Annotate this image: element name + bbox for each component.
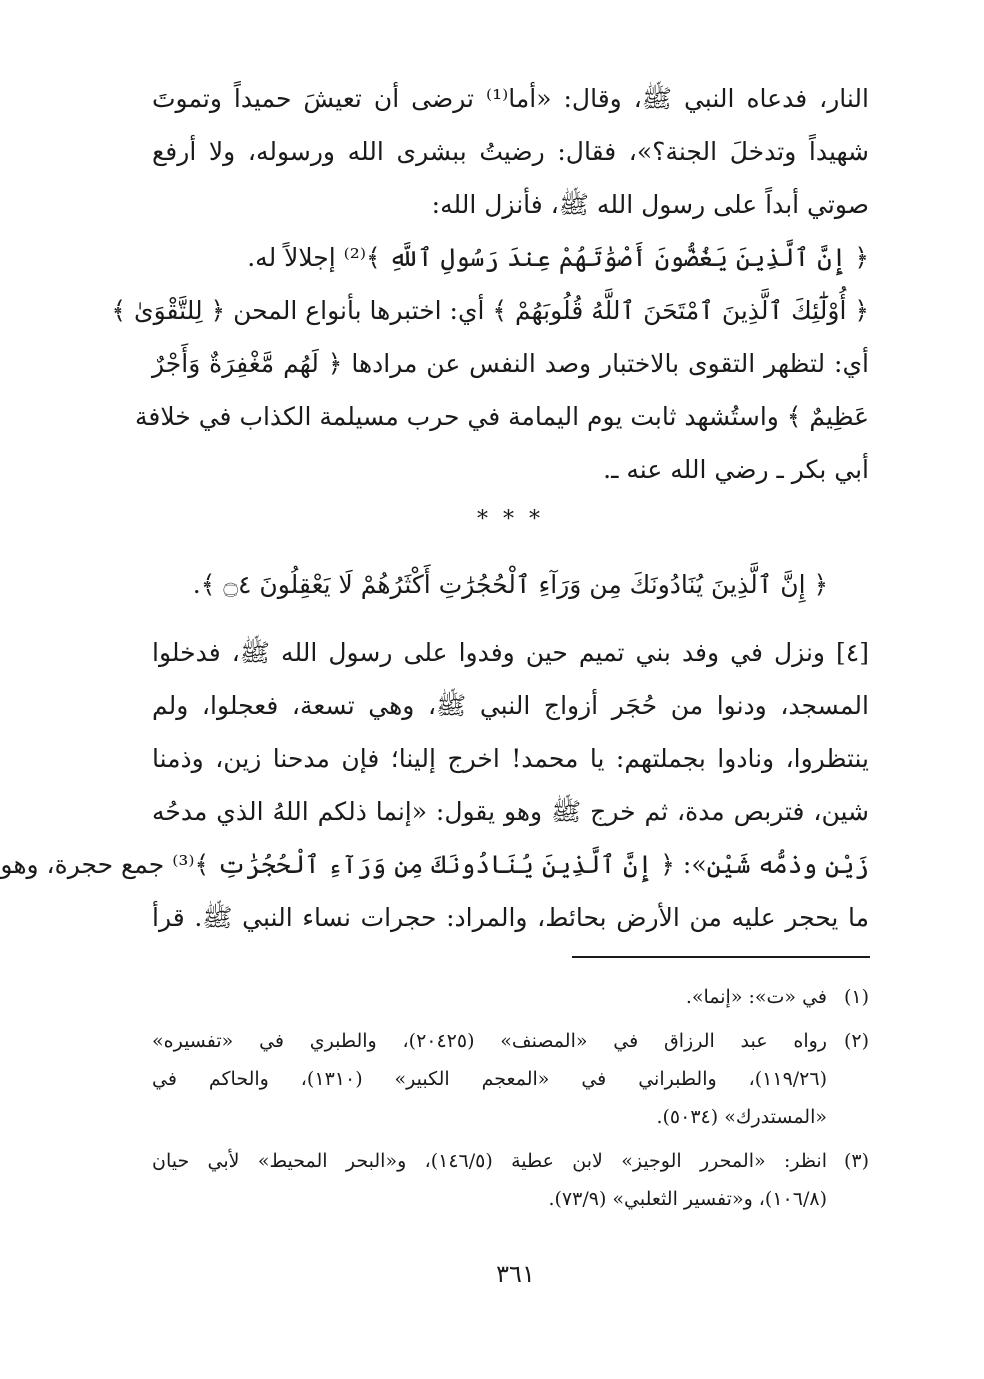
footnote-3 xyxy=(152,1142,869,1218)
paragraph-line: النار، فدعاه النبي ﷺ، وقال: «أما⁽¹⁾ ترضى أن تعيشَ حميداً وتموتَ xyxy=(152,84,869,113)
footnote-divider xyxy=(572,956,870,958)
footnote-1 xyxy=(152,978,869,1016)
paragraph-line: أبي بكر ـ رضي الله عنه ـ. xyxy=(603,455,869,484)
paragraph-2 xyxy=(0,626,869,944)
footnote-line: (١١٩/٢٦)، والطبراني في «المعجم الكبير» (١٣١٠)، والحاكم في xyxy=(152,1068,828,1090)
page-number: ٣٦١ xyxy=(496,1260,535,1288)
footnote-number: (٢) xyxy=(843,1030,869,1052)
footnote-number: (١) xyxy=(843,986,869,1008)
paragraph-line: شهيداً وتدخلَ الجنة؟»، فقال: رضيتُ ببشرى الله ورسوله، ولا أرفع xyxy=(152,137,869,166)
footnote-line: (١٠٦/٨)، و«تفسير الثعلبي» (٧٣/٩). xyxy=(548,1188,827,1210)
footnote-line: رواه عبد الرزاق في «المصنف» (٢٠٤٢٥)، والطبري في «تفسيره» xyxy=(152,1030,827,1052)
footnote-line: في «ت»: «إنما». xyxy=(685,986,827,1008)
paragraph-1 xyxy=(111,72,869,496)
footnote-2 xyxy=(152,1022,869,1136)
verse-heading: ﴿ إِنَّ ٱلَّذِينَ يُنَادُونَكَ مِن وَرَآءِ ٱلْحُجُرَٰتِ أَكْثَرُهُمْ لَا يَعْقِلُونَ ۝٤ ﴾. xyxy=(192,570,829,599)
section-separator: * * * xyxy=(477,507,544,532)
paragraph-line: [٤] ونزل في وفد بني تميم حين وفدوا على رسول الله ﷺ، فدخلوا xyxy=(152,638,869,667)
paragraph-line: عَظِيمٌ ﴾ واستُشهد ثابت يوم اليمامة في حرب مسيلمة الكذاب في خلافة xyxy=(135,402,869,431)
verse-line: ﴿ إِنَّ ٱلَّذِينَ يَغُضُّونَ أَصْوَٰتَهُمْ عِندَ رَسُولِ ٱللَّهِ ﴾⁽²⁾ إجلالاً له. xyxy=(247,243,869,272)
footnote-number: (٣) xyxy=(843,1150,869,1172)
paragraph-line: زَيْن وذمُّه شَيْن»: ﴿ إِنَّ ٱلَّذِينَ يُنَادُونَكَ مِن وَرَآءِ ٱلْحُجُرَٰتِ ﴾⁽³⁾ جمع حجرة، وهو xyxy=(0,850,869,879)
paragraph-line: ما يحجر عليه من الأرض بحائط، والمراد: حجرات نساء النبي ﷺ. قرأ xyxy=(152,903,869,932)
paragraph-line: ﴿ أُوْلَٰٓئِكَ ٱلَّذِينَ ٱمْتَحَنَ ٱللَّهُ قُلُوبَهُمْ ﴾ أي: اختبرها بأنواع المحن ﴿ لِلتَّقْوَىٰ ﴾ xyxy=(111,296,869,325)
paragraph-line: ينتظروا، ونادوا بجملتهم: يا محمد! اخرج إلينا؛ فإن مدحنا زين، وذمنا xyxy=(152,744,869,773)
paragraph-line: شين، فتربص مدة، ثم خرج ﷺ وهو يقول: «إنما ذلكم اللهُ الذي مدحُه xyxy=(152,797,869,826)
paragraph-line: المسجد، ودنوا من حُجَر أزواج النبي ﷺ، وهي تسعة، فعجلوا، ولم xyxy=(152,691,869,720)
footnote-line: «المستدرك» (٥٠٣٤). xyxy=(656,1106,827,1128)
paragraph-line: أي: لتظهر التقوى بالاختبار وصد النفس عن مرادها ﴿ لَهُم مَّغْفِرَةٌ وَأَجْرٌ xyxy=(152,349,869,378)
footnote-line: انظر: «المحرر الوجيز» لابن عطية (١٤٦/٥)، و«البحر المحيط» لأبي حيان xyxy=(152,1150,827,1172)
footnotes xyxy=(152,978,869,1224)
paragraph-line: صوتي أبداً على رسول الله ﷺ، فأنزل الله: xyxy=(431,190,869,219)
